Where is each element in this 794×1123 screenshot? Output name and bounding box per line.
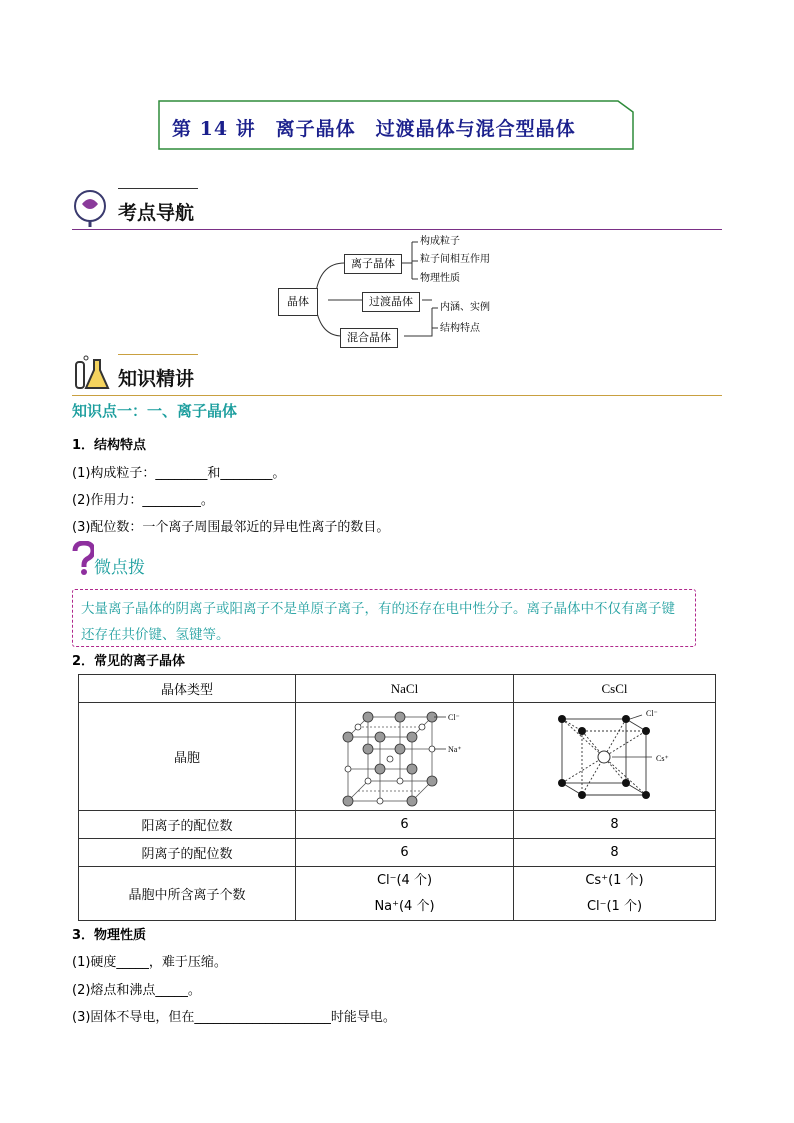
table-cell: [514, 867, 716, 921]
text-line: (3)固体不导电，但在_____________________时能导电。: [72, 1010, 396, 1025]
mindmap-leaf: 粒子间相互作用: [420, 254, 490, 265]
mindmap-leaf: 构成粒子: [420, 236, 460, 247]
subsection-title: 3．物理性质: [72, 928, 147, 943]
table-cell: 晶胞: [79, 703, 296, 811]
mindmap-leaf: 结构特点: [440, 323, 480, 334]
cscl-lattice-diagram: [540, 707, 690, 807]
table-cell: 阴离子的配位数: [79, 839, 296, 867]
section-guide-header: [72, 188, 722, 230]
table-cell: 8: [514, 811, 716, 839]
section-underline: [72, 395, 722, 396]
divider: [118, 188, 198, 189]
knowledge-point-title: 知识点一：一、离子晶体: [72, 402, 238, 420]
table-row: [79, 703, 716, 811]
crystal-table: [78, 674, 716, 921]
cscl-label-cs: Cs⁺: [655, 753, 669, 763]
table-row: [79, 867, 716, 921]
count-line: Cs⁺(1 个): [585, 872, 644, 888]
tip-label: 微点拨: [94, 558, 145, 578]
text-line: (1)硬度_____，难于压缩。: [72, 955, 227, 970]
mindmap-leaf: 内涵、实例: [440, 302, 490, 313]
tip-text: 大量离子晶体的阴离子或阳离子不是单原子离子，有的还存在电中性分子。离子晶体中不仅有离子键还存在共价键、氢键等。: [81, 601, 675, 643]
section-title: 考点导航: [118, 202, 195, 224]
cscl-label-cl: Cl⁻: [645, 708, 658, 718]
table-row: [79, 811, 716, 839]
title-box: [158, 100, 634, 150]
nacl-label-cl: Cl⁻: [447, 712, 460, 722]
flask-icon: [72, 354, 112, 394]
subsection-title: 2．常见的离子晶体: [72, 654, 186, 669]
table-cell: 晶胞中所含离子个数: [79, 867, 296, 921]
text-line: (3)配位数：一个离子周围最邻近的异电性离子的数目。: [72, 520, 390, 535]
page-title: 第 14 讲 离子晶体 过渡晶体与混合型晶体: [172, 118, 576, 140]
tip-header: [72, 541, 272, 579]
count-line: Cl⁻(1 个): [586, 898, 643, 914]
table-cell: [296, 867, 514, 921]
section-knowledge-header: [72, 354, 722, 396]
table-cell: 阳离子的配位数: [79, 811, 296, 839]
brain-head-icon: [72, 188, 112, 228]
table-header-cell: NaCl: [296, 675, 514, 703]
mindmap-leaf: 物理性质: [420, 273, 460, 284]
table-header-cell: 晶体类型: [79, 675, 296, 703]
divider: [118, 354, 198, 355]
table-row: [79, 839, 716, 867]
mindmap-branch-ionic: 离子晶体: [344, 254, 402, 274]
tip-box: [72, 589, 696, 647]
table-row: [79, 675, 716, 703]
text-line: (2)作用力：_________。: [72, 493, 214, 508]
mindmap: [276, 232, 526, 350]
nacl-cell-image: [296, 703, 514, 811]
table-cell: 6: [296, 839, 514, 867]
table-cell: 6: [296, 811, 514, 839]
table-header-cell: CsCl: [514, 675, 716, 703]
cscl-cell-image: [514, 703, 716, 811]
nacl-label-na: Na⁺: [447, 744, 462, 754]
mindmap-branch-transition: 过渡晶体: [362, 292, 420, 312]
section-title: 知识精讲: [118, 368, 195, 390]
section-underline: [72, 229, 722, 230]
question-mark-icon: [72, 541, 94, 575]
text-line: (1)构成粒子：________和________。: [72, 466, 286, 481]
mindmap-branch-mixed: 混合晶体: [340, 328, 398, 348]
text-line: (2)熔点和沸点_____。: [72, 983, 201, 998]
table-cell: 8: [514, 839, 716, 867]
subsection-title: 1．结构特点: [72, 438, 147, 453]
count-line: Na⁺(4 个): [374, 898, 435, 914]
nacl-lattice-diagram: [330, 707, 480, 807]
count-line: Cl⁻(4 个): [376, 872, 433, 888]
mindmap-root: 晶体: [278, 288, 318, 316]
